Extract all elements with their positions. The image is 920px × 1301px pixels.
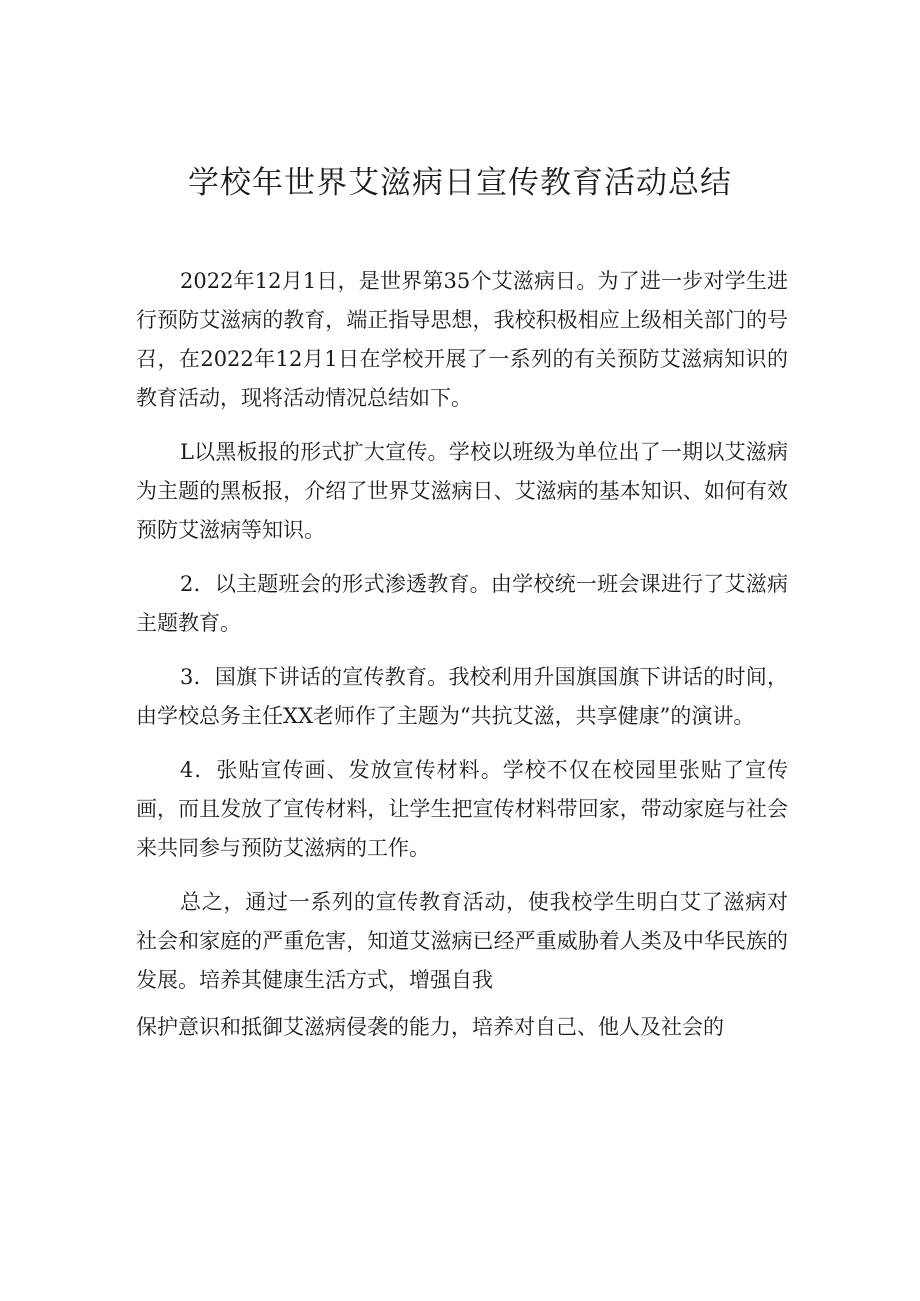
paragraph-item-4: 4．张贴宣传画、发放宣传材料。学校不仅在校园里张贴了宣传画，而且发放了宣传材料，让学生把宣传材料带回家，带动家庭与社会来共同参与预防艾滋病的工作。 — [136, 758, 788, 860]
document-body — [136, 262, 788, 1062]
paragraph-item-2: 2．以主题班会的形式渗透教育。由学校统一班会课进行了艾滋病主题教育。 — [136, 572, 788, 635]
paragraph-summary: 总之，通过一系列的宣传教育活动，使我校学生明白艾了滋病对社会和家庭的严重危害，知道艾滋病已经严重威胁着人类及中华民族的发展。培养其健康生活方式，增强自我 — [136, 890, 788, 992]
paragraph-summary-continued: 保护意识和抵御艾滋病侵袭的能力，培养对自己、他人及社会的 — [136, 1015, 724, 1039]
paragraph-item-1: L以黑板报的形式扩大宣传。学校以班级为单位出了一期以艾滋病为主题的黑板报，介绍了世界艾滋病日、艾滋病的基本知识、如何有效预防艾滋病等知识。 — [136, 440, 788, 542]
paragraph-item-3: 3．国旗下讲话的宣传教育。我校利用升国旗国旗下讲话的时间，由学校总务主任XX老师作了主题为“共抗艾滋，共享健康”的演讲。 — [136, 665, 788, 728]
document-title: 学校年世界艾滋病日宣传教育活动总结 — [188, 165, 732, 201]
paragraph-intro: 2022年12月1日，是世界第35个艾滋病日。为了进一步对学生进行预防艾滋病的教育，端正指导思想，我校积极相应上级相关部门的号召，在2022年12月1日在学校开展了一系列的有关预防艾滋病知识的教育活动，现将活动情况总结如下。 — [136, 269, 788, 410]
